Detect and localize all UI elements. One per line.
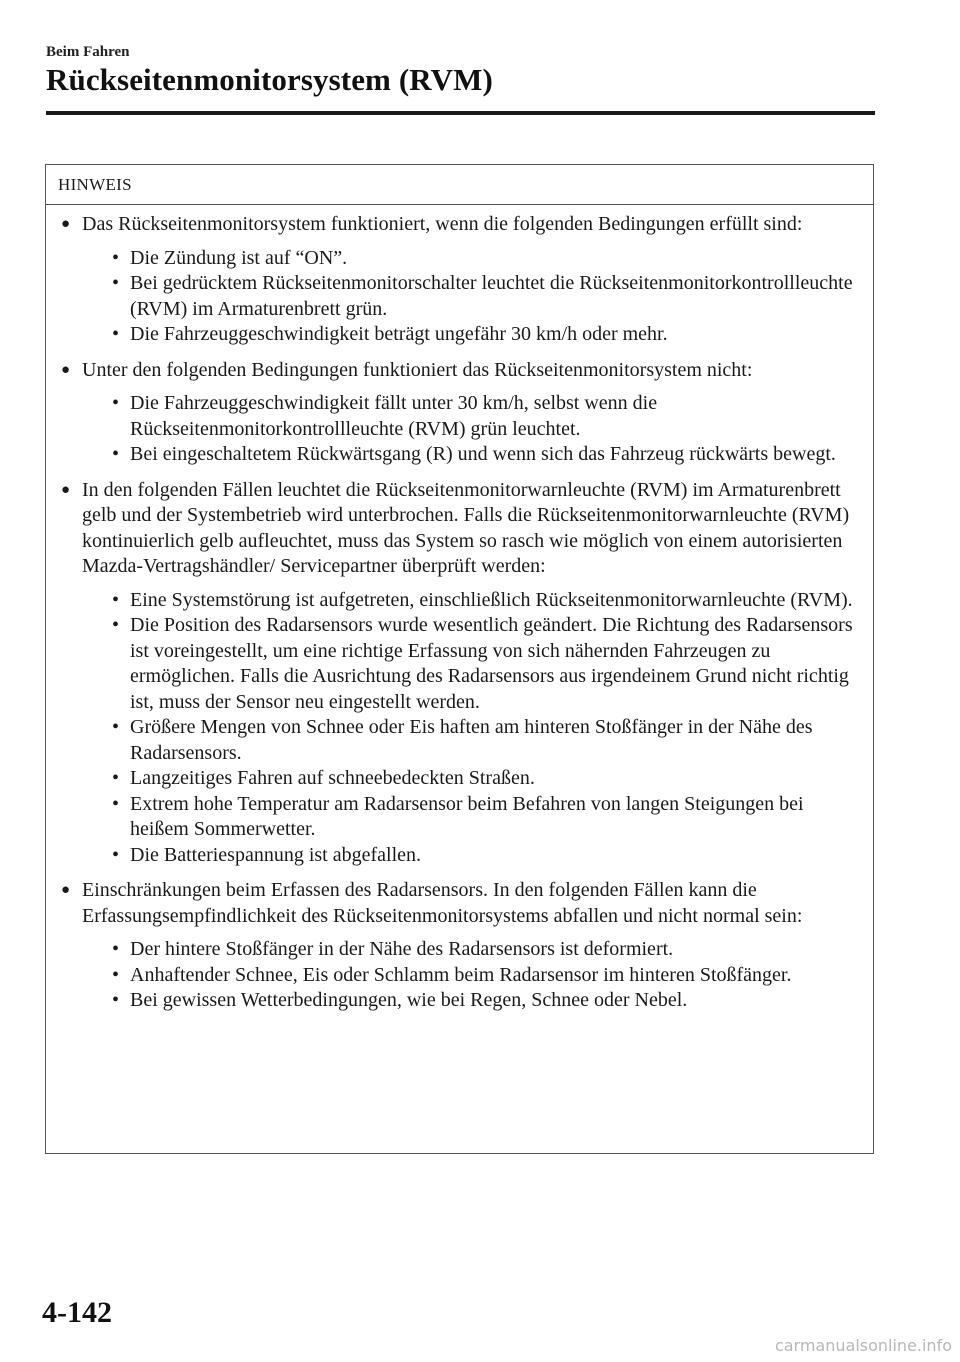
title-rule — [46, 111, 875, 115]
sub-item — [82, 963, 859, 989]
sub-item-text: Anhaftender Schnee, Eis oder Schlamm beim Radarsensor im hinteren Stoßfänger. — [130, 963, 792, 986]
sub-item-text: Die Position des Radarsensors wurde wesentlich geändert. Die Richtung des Radarsensors ist voreingestellt, um eine richtige Erfassung von sich nähernden Fahrzeugen zu ermöglichen. Falls die Ausrichtung des Radarsensors aus irgendeinem Grund nicht richtig ist, muss der Sensor neu eingestellt werden. — [130, 614, 853, 713]
sub-item — [82, 322, 859, 348]
dot-icon: • — [112, 716, 120, 738]
dot-icon: • — [112, 767, 120, 789]
bullet-icon: ● — [61, 216, 71, 232]
sub-item — [82, 271, 859, 322]
sub-list — [82, 937, 859, 1014]
sub-item — [82, 937, 859, 963]
note-heading: HINWEIS — [46, 165, 873, 205]
sub-item-text: Der hintere Stoßfänger in der Nähe des Radarsensors ist deformiert. — [130, 938, 674, 960]
sub-item-text: Extrem hohe Temperatur am Radarsensor beim Befahren von langen Steigungen bei heißem Sommerwetter. — [130, 792, 804, 840]
sub-item-text: Die Zündung ist auf “ON”. — [130, 246, 348, 269]
dot-icon: • — [112, 843, 120, 866]
note-item-text: Unter den folgenden Bedingungen funktioniert das Rückseitenmonitorsystem nicht: — [82, 358, 753, 381]
note-item — [58, 878, 859, 1014]
dot-icon: • — [112, 614, 120, 636]
sub-item-text: Eine Systemstörung ist aufgetreten, einschließlich Rückseitenmonitorwarnleuchte (RVM). — [130, 588, 853, 611]
sub-item-text: Bei gewissen Wetterbedingungen, wie bei Regen, Schnee oder Nebel. — [130, 989, 688, 1011]
sub-list — [82, 391, 859, 468]
dot-icon: • — [112, 989, 120, 1011]
sub-list — [82, 246, 859, 348]
note-item-text: In den folgenden Fällen leuchtet die Rückseitenmonitorwarnleuchte (RVM) im Armaturenbrett gelb und der Systembetrieb wird unterbrochen. Falls die Rückseitenmonitorwarnleuchte (RVM) kontinuierlich gelb aufleuchtet, muss das System so rasch wie möglich von einem autorisierten Mazda-Vertragshändler/ Servicepartner überprüft werden: — [82, 478, 850, 577]
sub-item — [82, 588, 859, 614]
dot-icon: • — [112, 588, 120, 611]
sub-item-text: Die Fahrzeuggeschwindigkeit fällt unter 30 km/h, selbst wenn die Rückseitenmonitorkontrollleuchte (RVM) grün leuchtet. — [130, 392, 658, 440]
dot-icon: • — [112, 392, 120, 414]
note-item-text: Das Rückseitenmonitorsystem funktioniert, wenn die folgenden Bedingungen erfüllt sind: — [82, 213, 803, 235]
bullet-icon: ● — [61, 882, 71, 898]
sub-item — [82, 988, 859, 1014]
sub-item-text: Langzeitiges Fahren auf schneebedeckten Straßen. — [130, 767, 535, 789]
sub-item — [82, 843, 859, 869]
note-item-text: Einschränkungen beim Erfassen des Radarsensors. In den folgenden Fällen kann die Erfassungsempfindlichkeit des Rückseitenmonitorsystems abfallen und nicht normal sein: — [82, 879, 803, 927]
sub-item — [82, 442, 859, 468]
dot-icon: • — [112, 246, 120, 269]
dot-icon: • — [112, 323, 120, 345]
dot-icon: • — [112, 792, 120, 815]
sub-item-text: Größere Mengen von Schnee oder Eis haften am hinteren Stoßfänger in der Nähe des Radarsensors. — [130, 716, 813, 764]
sub-item-text: Die Fahrzeuggeschwindigkeit beträgt ungefähr 30 km/h oder mehr. — [130, 323, 668, 345]
section-label: Beim Fahren — [46, 44, 130, 60]
sub-item-text: Bei gedrücktem Rückseitenmonitorschalter leuchtet die Rückseitenmonitorkontrollleuchte (RVM) im Armaturenbrett grün. — [130, 272, 853, 320]
note-item — [58, 358, 859, 468]
dot-icon: • — [112, 938, 120, 960]
dot-icon: • — [112, 272, 120, 294]
note-item — [58, 478, 859, 869]
dot-icon: • — [112, 963, 120, 986]
watermark: carmanualsonline.info — [774, 1336, 952, 1355]
sub-list — [82, 588, 859, 869]
bullet-icon: ● — [61, 481, 71, 498]
sub-item — [82, 766, 859, 792]
bullet-icon: ● — [61, 361, 71, 378]
note-box — [45, 164, 874, 1154]
page-number: 4-142 — [42, 1296, 112, 1329]
sub-item — [82, 246, 859, 272]
sub-item — [82, 613, 859, 715]
dot-icon: • — [112, 443, 120, 465]
sub-item — [82, 391, 859, 442]
sub-item — [82, 715, 859, 766]
sub-item — [82, 792, 859, 843]
sub-item-text: Die Batteriespannung ist abgefallen. — [130, 843, 422, 866]
page-title: Rückseitenmonitorsystem (RVM) — [46, 62, 493, 97]
note-body — [46, 205, 873, 1014]
sub-item-text: Bei eingeschaltetem Rückwärtsgang (R) und wenn sich das Fahrzeug rückwärts bewegt. — [130, 443, 836, 465]
note-item — [58, 212, 859, 348]
